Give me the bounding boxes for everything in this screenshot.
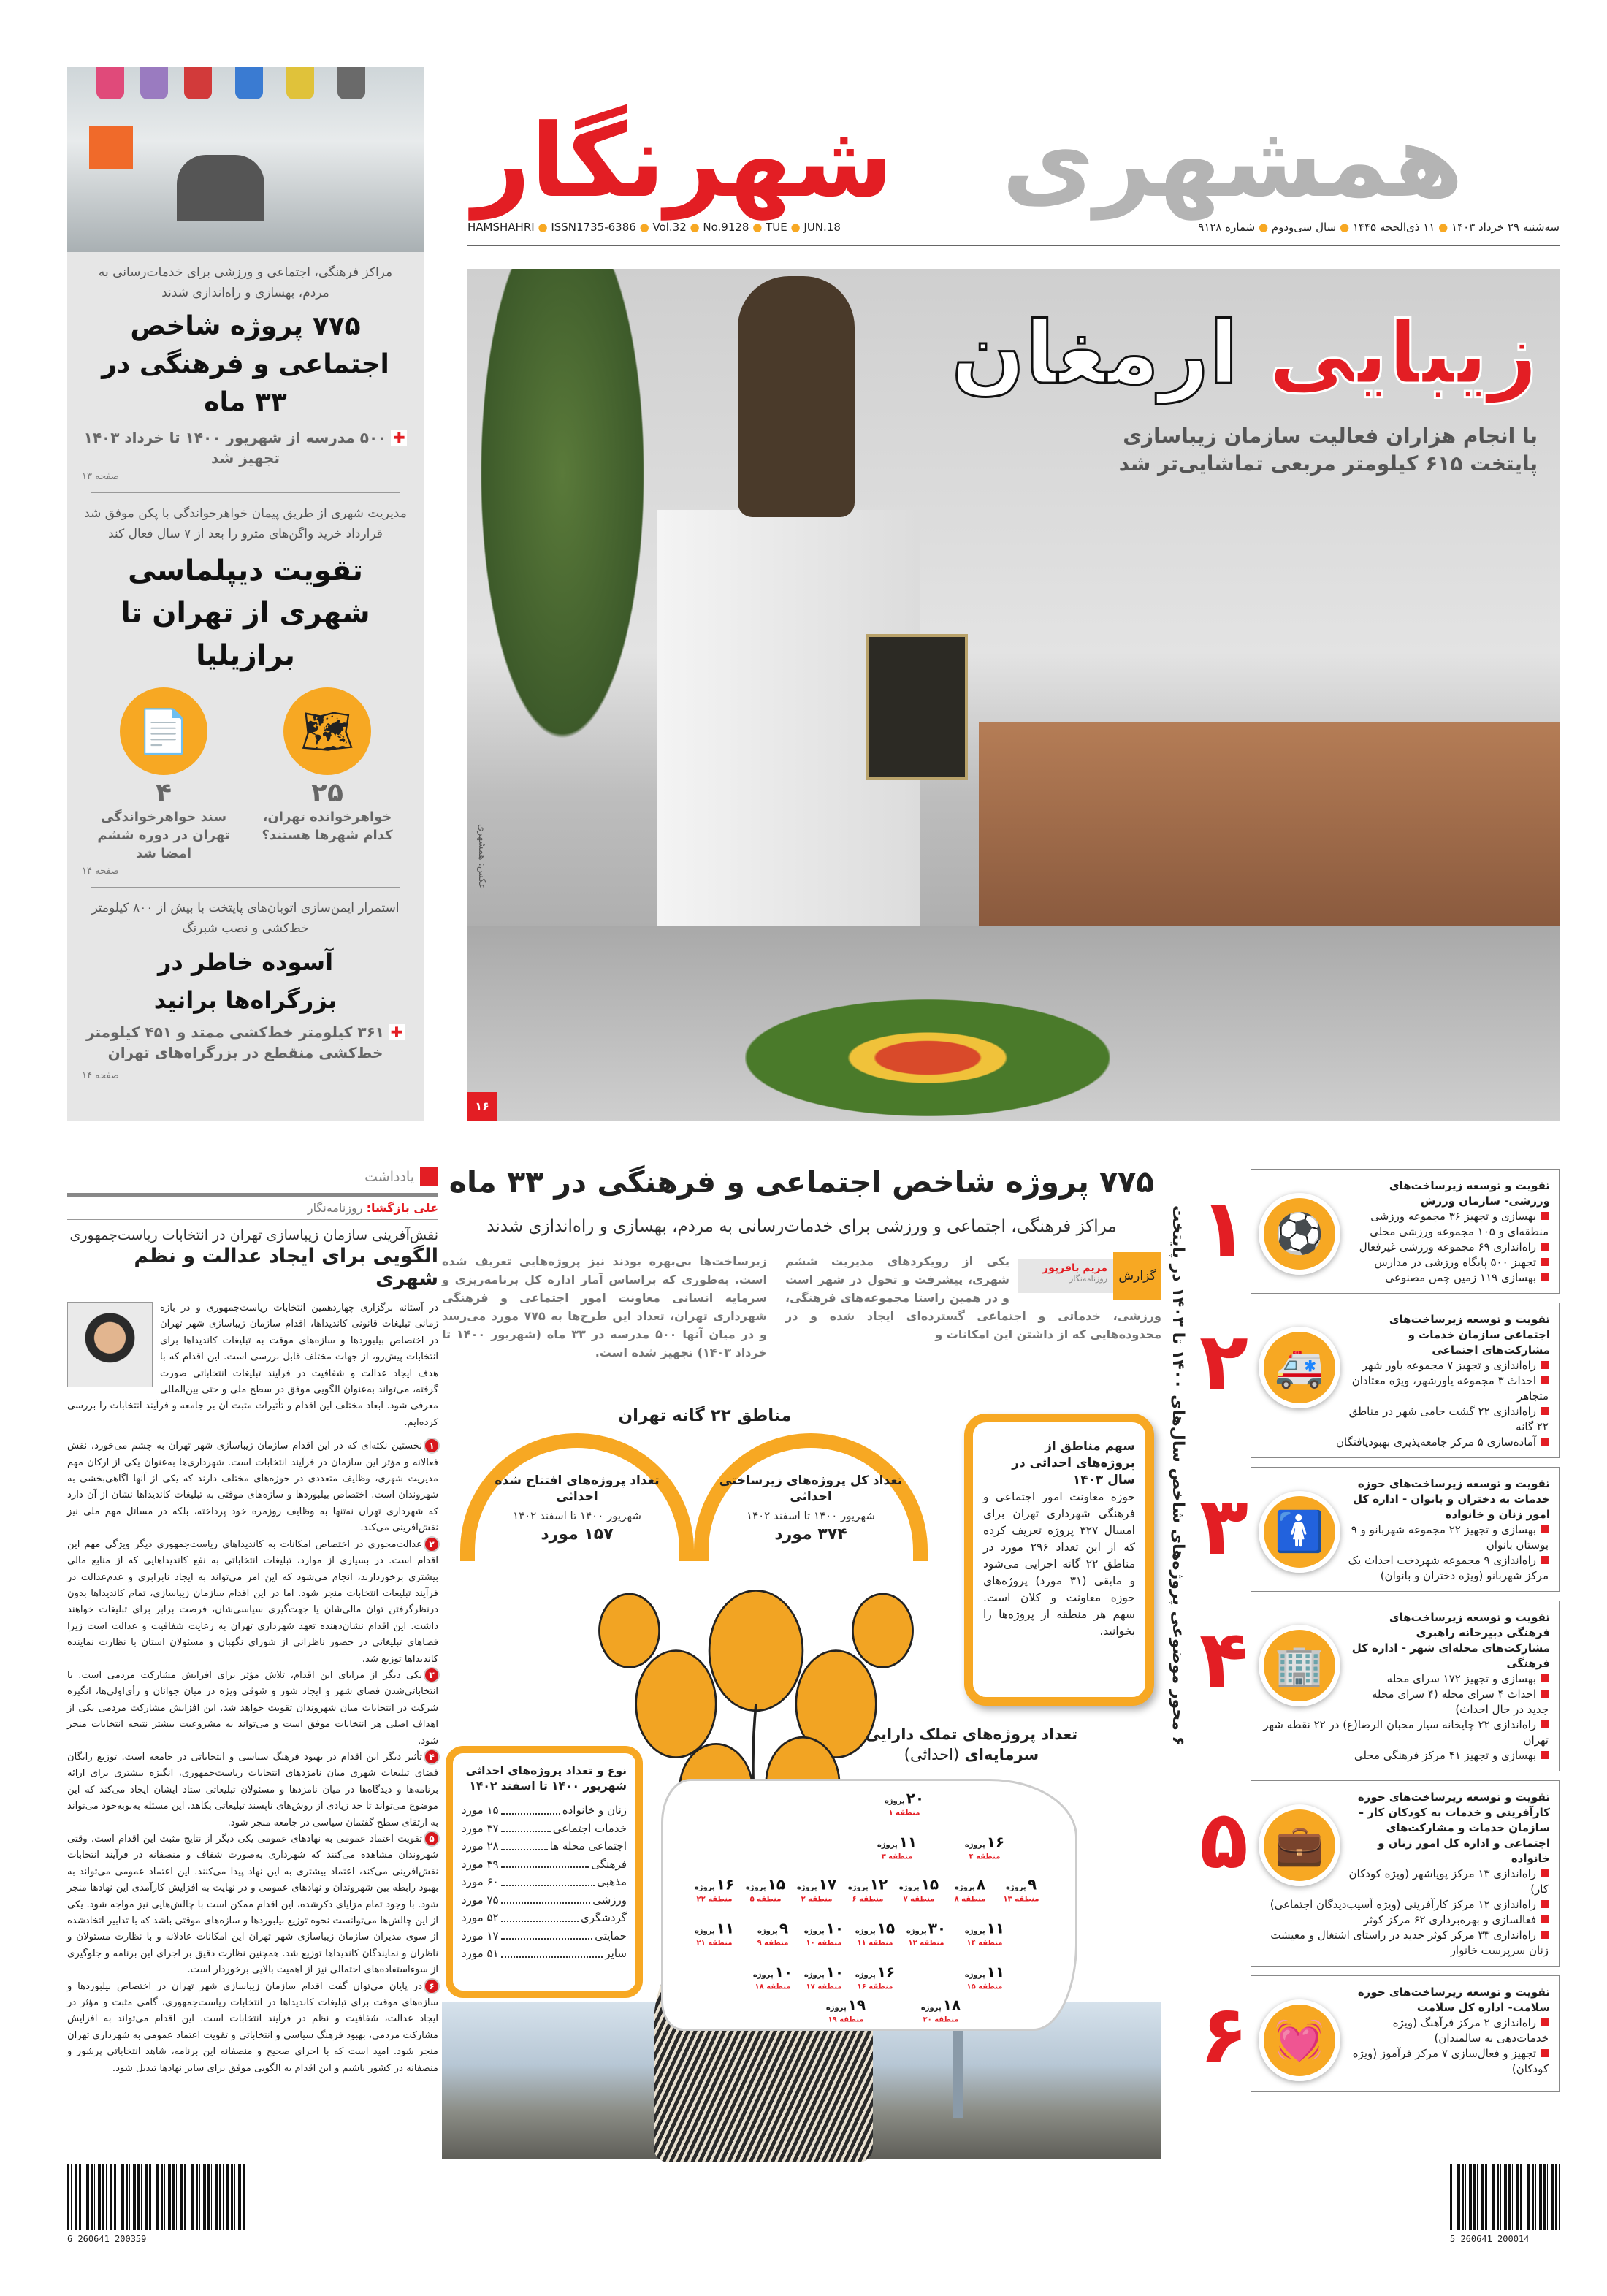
region-count: ۱۵ <box>767 1875 786 1893</box>
leader-dots <box>501 1945 603 1958</box>
map-title <box>851 1724 1092 1765</box>
type-row <box>462 1927 627 1945</box>
type-row <box>462 1820 627 1838</box>
type-value: ۲۸ مورد <box>462 1839 499 1853</box>
ambulance-icon: 🚑 <box>1259 1327 1340 1408</box>
woman-icon: 🚺 <box>1259 1491 1340 1573</box>
region-count: ۱۱ <box>986 1963 1005 1981</box>
axis-number: ۱ <box>1199 1181 1248 1275</box>
arch-value: ۱۵۷ مورد <box>541 1525 614 1544</box>
axis-bullet: راه‌اندازی ۹ مجموعه شهردخت احداث یک مرکز شهربانو (ویژه دختران و بانوان) <box>1259 1553 1550 1584</box>
region-name: منطقه ۲۰ <box>923 2015 959 2024</box>
region-count: ۱۲ <box>869 1875 888 1893</box>
heart-pulse-icon: 💓 <box>1259 1999 1340 2081</box>
editorial-point <box>67 1438 438 1536</box>
region-unit: پروژه <box>694 1927 715 1936</box>
region-count: ۱۱ <box>898 1833 917 1851</box>
axis-box <box>1199 1169 1560 1294</box>
reporter-name: مریم باقرپور <box>1042 1262 1107 1274</box>
type-label: فرهنگی <box>591 1857 627 1871</box>
tehran-regions-map <box>661 1779 1077 2031</box>
regions-share-bubble <box>964 1414 1154 1706</box>
axis-bullet: بهسازی و تجهیز ۱۷۲ سرای محله <box>1259 1671 1550 1687</box>
type-row <box>462 1801 627 1820</box>
region-unit: پروژه <box>804 1927 825 1936</box>
logo-shahrnegar[interactable]: شهرنگار <box>473 102 893 220</box>
map-region-label <box>746 1877 785 1904</box>
point-number-badge: ۳ <box>425 1668 438 1682</box>
region-count: ۹ <box>779 1919 789 1937</box>
region-name: منطقه ۵ <box>749 1895 782 1904</box>
author-name: علی بازگشا: <box>366 1201 438 1215</box>
divider <box>67 1219 438 1220</box>
plus-icon: ✚ <box>391 430 407 446</box>
region-name: منطقه ۸ <box>954 1895 986 1904</box>
saadi-statue <box>738 276 855 517</box>
arch-total-projects <box>694 1433 928 1561</box>
plus-icon: ✚ <box>389 1024 405 1040</box>
leader-dots <box>501 1891 591 1904</box>
tree <box>467 269 657 780</box>
sidebar-photo <box>67 67 424 252</box>
region-name: منطقه ۱۷ <box>806 1983 842 1991</box>
region-name: منطقه ۷ <box>903 1895 935 1904</box>
page-ref[interactable]: صفحه ۱۳ <box>82 471 120 482</box>
map-region-label <box>757 1921 789 1948</box>
axes-vertical-title: ۶ محور موضوعی پروژه‌های شاخص سال‌های ۱۴۰۰ تا ۱۴۰۳ در پایتخت <box>1169 1205 1187 1746</box>
editorial-kicker: نقش‌آفرینی سازمان زیباسازی تهران در انتخابات ریاست‌جمهوری <box>69 1227 438 1243</box>
dateline-english: HAMSHAHRI ● ISSN1735-6386 ● Vol.32 ● No.9128 ● TUE ● JUN.18 <box>467 221 841 234</box>
editorial-point <box>67 1831 438 1979</box>
region-count: ۲۰ <box>906 1789 925 1807</box>
editorial-point <box>67 1750 438 1831</box>
project-types-box <box>446 1746 643 1998</box>
story-headline[interactable]: آسوده خاطر در بزرگراه‌ها برانید <box>153 948 337 1014</box>
region-unit: پروژه <box>964 1841 985 1850</box>
axis-number: ۳ <box>1199 1479 1248 1573</box>
subheadline-line: با انجام هزاران فعالیت سازمان زیباسازی <box>1123 424 1538 448</box>
region-count: ۱۰ <box>825 1919 844 1937</box>
axis-bullet: راه‌اندازی ۶۹ مجموعه ورزشی غیرفعال <box>1259 1240 1550 1255</box>
main-photo[interactable] <box>467 269 1560 1121</box>
map-region-label <box>877 1835 917 1862</box>
axis-bullet: بهسازی و تجهیز ۴۱ مرکز فرهنگی محلی <box>1259 1748 1550 1763</box>
axis-bullet: راه‌اندازی ۱۲ مرکز کارآفرینی (ویژه آسیب‌دیدگان اجتماعی) <box>1259 1897 1550 1912</box>
region-name: منطقه ۶ <box>852 1895 884 1904</box>
editorial-point <box>67 1979 438 2077</box>
leader-dots <box>501 1820 551 1833</box>
region-name: منطقه ۳ <box>881 1853 913 1861</box>
map-region-label <box>1004 1877 1039 1904</box>
region-unit: پروژه <box>752 1971 774 1980</box>
headline-red: زیبایی <box>1268 302 1538 403</box>
region-name: منطقه ۱۵ <box>966 1983 1003 1991</box>
type-label: سایر <box>605 1947 627 1960</box>
reporter-box <box>1018 1259 1113 1293</box>
map-region-label <box>753 1965 793 1992</box>
axes-column <box>1199 1169 1560 2092</box>
arch-period: شهریور ۱۴۰۰ تا اسفند ۱۴۰۲ <box>513 1509 641 1522</box>
divider <box>91 887 400 888</box>
region-count: ۱۷ <box>818 1875 837 1893</box>
types-title: نوع و تعداد پروژه‌های احداثی شهریور ۱۴۰۰ تا اسفند ۱۴۰۲ <box>465 1764 627 1793</box>
axis-title: تقویت و توسعه زیرساخت‌های اجتماعی سازمان خدمات و مشارکت‌های اجتماعی <box>1389 1313 1550 1357</box>
region-name: منطقه ۲ <box>801 1895 833 1904</box>
region-name: منطقه ۱ <box>888 1809 920 1818</box>
saadi-plaque <box>866 634 968 780</box>
map-region-label <box>826 1998 866 2025</box>
axis-title: تقویت و توسعه زیرساخت‌های حوزه خدمات به دختران و بانوان - اداره کل امور زنان و خانواده <box>1352 1477 1550 1521</box>
type-label: خدمات اجتماعی <box>552 1821 627 1835</box>
type-label: مذهبی <box>597 1875 627 1888</box>
paper-name: HAMSHAHRI <box>467 221 535 234</box>
editorial <box>67 1167 438 2077</box>
section-marker-icon <box>420 1167 438 1186</box>
point-text: یکی دیگر از مزایای این اقدام، تلاش مؤثر برای افزایش مشارکت مردمی است. با انتخاباتی‌شدن فضای شهر و ایجاد شور و شوقی ویژه در میان جوانان و رأی‌اولی‌ها، انگیزه شرکت در انتخابات میان شهروندان تقویت خواهد شد. این افزایش مشارکت مردمی یکی از اهداف اصلی هر انتخابات موفق است و می‌تواند به مشروعیت بیشتر نتیجه انتخابات منجر شود. <box>67 1669 438 1747</box>
region-unit: پروژه <box>964 1927 985 1936</box>
region-unit: پروژه <box>898 1883 920 1892</box>
divider <box>467 245 1560 246</box>
author-photo <box>67 1302 153 1387</box>
region-count: ۹ <box>1027 1875 1037 1893</box>
leader-dots <box>501 1837 548 1850</box>
region-unit: پروژه <box>954 1883 975 1892</box>
axis-title: تقویت و توسعه زیرساخت‌های حوزه کارآفرینی و خدمات به کودکان کار – سازمان خدمات و مشارکت‌های اجتماعی و اداره کل امور زنان و خانواده <box>1357 1790 1550 1865</box>
map-title-suffix: (احداثی) <box>904 1746 960 1763</box>
type-label: ورزشی <box>592 1893 627 1907</box>
region-count: ۸ <box>976 1875 986 1893</box>
type-value: ۱۷ مورد <box>462 1929 499 1942</box>
story-kicker: استمرار ایمن‌سازی اتوبان‌های پایتخت با بیش از ۸۰۰ کیلومتر خط‌کشی و نصب شبرنگ <box>91 901 400 936</box>
leader-dots <box>501 1927 593 1940</box>
stat-sister-cities <box>254 687 400 863</box>
infographic <box>442 1162 1161 2162</box>
story-sub: ۵۰۰ مدرسه از شهریور ۱۴۰۰ تا خرداد ۱۴۰۳ تجهیز شد <box>83 429 387 467</box>
leader-dots <box>501 1856 589 1869</box>
map-region-label <box>695 1877 734 1904</box>
point-number-badge: ۴ <box>425 1750 438 1763</box>
axis-bullet: راه‌اندازی ۳۳ مرکز کوثر جدید در راستای اشتغال و معیشت زنان سرپرست خانوار <box>1259 1928 1550 1959</box>
logo-hamshahri[interactable]: همشهری <box>1001 102 1464 220</box>
type-row <box>462 1856 627 1874</box>
axis-bullet: احداث ۳ مجموعه یاورشهر، ویژه معتادان متجاهر <box>1259 1373 1550 1404</box>
point-number-badge: ۲ <box>425 1538 438 1551</box>
axis-box <box>1199 1467 1560 1592</box>
barcode-number: 5 260641 200014 <box>1450 2234 1530 2244</box>
map-region-label <box>965 1965 1004 1992</box>
type-row <box>462 1909 627 1927</box>
region-count: ۱۸ <box>942 1996 961 2014</box>
briefcase-hand-icon: 💼 <box>1259 1804 1340 1886</box>
reporter-role: روزنامه‌نگار <box>1069 1274 1107 1284</box>
buildings <box>979 722 1560 926</box>
barcode-right <box>1450 2164 1560 2230</box>
map-region-label <box>965 1835 1004 1862</box>
axis-number: ۶ <box>1199 1988 1248 2081</box>
weekday: TUE <box>766 221 787 234</box>
football-field-icon: ⚽ <box>1259 1193 1340 1275</box>
region-count: ۱۶ <box>716 1875 735 1893</box>
divider <box>67 1193 438 1197</box>
map-region-label <box>955 1877 986 1904</box>
map-region-label <box>921 1998 961 2025</box>
region-count: ۱۶ <box>877 1963 896 1981</box>
region-name: منطقه ۱۹ <box>828 2015 864 2024</box>
map-region-label <box>899 1877 939 1904</box>
date: JUN.18 <box>804 221 841 234</box>
date-solar: سه‌شنبه ۲۹ خرداد ۱۴۰۳ <box>1451 221 1560 234</box>
page-ref[interactable]: صفحه ۱۴ <box>82 1070 120 1081</box>
axis-box <box>1199 1601 1560 1771</box>
type-value: ۳۹ مورد <box>462 1857 499 1871</box>
type-label: گردشگری <box>581 1911 627 1924</box>
region-name: منطقه ۱۸ <box>755 1983 791 1991</box>
stat-documents <box>91 687 237 863</box>
region-name: منطقه ۱۴ <box>966 1939 1003 1948</box>
axis-bullet: بهسازی ۱۱۹ زمین چمن مصنوعی <box>1259 1270 1550 1286</box>
story-highways[interactable] <box>82 898 409 1081</box>
axis-bullet: راه‌اندازی ۲ مرکز فرآهنگ (ویژه خدمات‌دهی به سالمندان) <box>1259 2015 1550 2046</box>
world-map-icon: 🗺 <box>283 687 371 775</box>
region-unit: پروژه <box>757 1927 778 1936</box>
editorial-point <box>67 1537 438 1668</box>
stat-value: ۴ <box>156 778 172 808</box>
map-region-label <box>695 1921 734 1948</box>
region-unit: پروژه <box>855 1971 876 1980</box>
point-number-badge: ۶ <box>425 1980 438 1993</box>
axis-box <box>1199 1780 1560 1967</box>
main-subheadline <box>1119 422 1538 478</box>
infographic-subtitle: مراکز فرهنگی، اجتماعی و ورزشی برای خدمات‌رسانی به مردم، بهسازی و راه‌اندازی شدند <box>486 1217 1117 1236</box>
dateline-persian: سه‌شنبه ۲۹ خرداد ۱۴۰۳ ● ۱۱ ذی‌الحجه ۱۴۴۵ ● سال سی‌ودوم ● شماره ۹۱۲۸ <box>1198 221 1560 234</box>
region-name: منطقه ۴ <box>969 1853 1001 1861</box>
subheadline-line: پایتخت ۶۱۵ کیلومتر مربعی تماشایی‌تر شد <box>1118 451 1538 476</box>
point-number-badge: ۵ <box>425 1832 438 1845</box>
axis-bullet: بهسازی و تجهیز ۲۲ مجموعه شهربانو و ۹ بوستان بانوان <box>1259 1522 1550 1553</box>
region-count: ۱۰ <box>825 1963 844 1981</box>
point-number-badge: ۱ <box>425 1439 438 1452</box>
point-text: تقویت اعتماد عمومی به نهادهای عمومی یکی دیگر از نتایج مثبت این اقدام است. وقتی شهروندان مشاهده می‌کنند که شهرداری به‌صورت شفاف و منصفانه در فرآیند انتخابات نقش‌آفرینی می‌کند، اعتماد بیشتری به این نهاد پیدا می‌کنند. این اعتماد عمومی می‌تواند به بهبود رابطه بین شهروندان و نهادهای عمومی و در نهایت به افزایش کارآمدی این نهادها منجر شود. با وجود تمام مزایای ذکرشده، این اقدام ممکن است با چالش‌هایی نیز مواجه شود. یکی از این چالش‌ها می‌توانست نحوه توزیع بیلبوردها و سازه‌های موقتی باشد که با تدابیر اتخاذشده از سوی مدیران سازمان زیباسازی شهر تهران این امکانات عادلانه و با نظارت مسئولان و ناظران و نمایندگان کاندیداها توزیع شد. همچنین نظارت دقیق بر اجرای این برنامه و جلوگیری از سوءاستفاده‌های احتمالی نیز از اهمیت بالایی برخوردار است. <box>67 1834 438 1976</box>
region-unit: پروژه <box>920 2004 942 2013</box>
type-value: ۱۵ مورد <box>462 1804 499 1817</box>
region-unit: پروژه <box>877 1841 898 1850</box>
type-row <box>462 1837 627 1856</box>
arch-opened-projects <box>460 1433 694 1561</box>
issue-number: شماره ۹۱۲۸ <box>1198 221 1256 234</box>
arch-title: تعداد کل پروژه‌های زیرساختی احداثی <box>719 1473 903 1504</box>
arch-period: شهریور ۱۴۰۰ تا اسفند ۱۴۰۲ <box>747 1509 875 1522</box>
editorial-point <box>67 1668 438 1750</box>
point-text: تأثیر دیگر این اقدام در بهبود فرهنگ سیاسی و انتخاباتی در جامعه است. توزیع رایگان فضای تبلیغات شهری میان نامزدهای انتخابات ریاست‌جمهوری، انگیزه بیشتری برای ارائه برنامه‌ها و دیدگاه‌ها در میان نامزدها و مسئولان تبلیغاتی ستاد ایشان ایجاد می‌کند که این موضوع می‌تواند تا حد زیادی از روش‌های ناپسند تبلیغاتی بکاهد. این مسئله به‌نوبه‌خود می‌تواند به ارتقای سطح گفتمان سیاسی در جامعه منجر شود. <box>67 1751 438 1828</box>
editorial-body <box>67 1300 438 2077</box>
map-region-label <box>804 1965 844 1992</box>
region-name: منطقه ۲۱ <box>696 1939 733 1948</box>
leader-dots <box>501 1801 560 1815</box>
region-count: ۱۱ <box>716 1919 735 1937</box>
divider <box>91 492 400 493</box>
region-name: منطقه ۱۶ <box>857 1983 893 1991</box>
stat-label: خواهرخوانده تهران، کدام شهرها هستند؟ <box>262 809 393 843</box>
axis-box <box>1199 1975 1560 2092</box>
report-label <box>1018 1252 1161 1300</box>
region-unit: پروژه <box>804 1971 825 1980</box>
section-label: یادداشت <box>364 1168 414 1185</box>
axis-title: تقویت و توسعه زیرساخت‌های حوزه سلامت- اداره کل سلامت <box>1357 1986 1550 2014</box>
region-name: منطقه ۲۲ <box>696 1895 733 1904</box>
axis-bullet: راه‌اندازی ۲۲ چایخانه سیار محبان الرضا(ع) در ۲۲ نقطه شهر تهران <box>1259 1717 1550 1748</box>
story-sub: ۳۶۱ کیلومتر خط‌کشی ممتد و ۴۵۱ کیلومتر خط‌کشی منقطع در بزرگراه‌های تهران <box>86 1023 384 1061</box>
region-unit: پروژه <box>884 1797 905 1806</box>
stamped-document-icon: 📄 <box>120 687 207 775</box>
region-unit: پروژه <box>745 1883 766 1892</box>
region-name: منطقه ۹ <box>757 1939 789 1948</box>
issue-number: No.9128 <box>703 221 749 234</box>
map-region-label <box>804 1921 844 1948</box>
type-row <box>462 1945 627 1963</box>
region-unit: پروژه <box>694 1883 715 1892</box>
intro-text-right: یکی از رویکردهای مدیریت ششم شهری، پیشرفت و تحول در شهر است و در همین راستا مجموعه‌های فرهنگی، ورزشی، خدماتی و اجتماعی گسترده‌ای ایجاد شده و در محدوده‌هایی که از داشتن این امکانات و <box>785 1254 1161 1341</box>
story-headline[interactable]: ۷۷۵ پروژه شاخص اجتماعی و فرهنگی در ۳۳ ماه <box>102 311 389 417</box>
axis-bullet: راه‌اندازی ۲۲ گشت حامی شهر در مناطق ۲۲ گانه <box>1259 1404 1550 1435</box>
map-region-label <box>848 1877 888 1904</box>
axis-bullet: آماده‌سازی ۵ مرکز جامعه‌پذیری بهبودیافتگان <box>1259 1435 1550 1450</box>
axis-bullet: تجهیز ۵۰۰ پایگاه ورزشی در مدارس <box>1259 1255 1550 1270</box>
story-diplomacy[interactable] <box>82 503 409 877</box>
map-region-label <box>855 1965 895 1992</box>
map-region-label <box>885 1791 924 1818</box>
type-row <box>462 1873 627 1891</box>
region-count: ۱۰ <box>774 1963 793 1981</box>
type-label: اجتماعی محله ها <box>549 1839 627 1853</box>
leader-dots <box>501 1873 595 1886</box>
main-headline[interactable] <box>951 298 1538 408</box>
stat-label: سند خواهرخواندگی تهران در دوره ششم امضا شد <box>97 809 230 861</box>
story-kicker: مدیریت شهری از طریق پیمان خواهرخواندگی با پکن موفق شد قرارداد خرید واگن‌های مترو را بعد از ۷ سال فعال کند <box>84 506 407 541</box>
axis-box <box>1199 1303 1560 1458</box>
intro-text-left: زیرساخت‌ها بی‌بهره بودند نیز پروژه‌هایی تعریف شده است. به‌طوری که براساس آمار اداره کل برنامه‌ریزی و سرمایه انسانی معاونت امور اجتماعی و فرهنگی شهرداری تهران، تعداد این طرح‌ها به ۷۷۵ مورد می‌رسد و در میان آنها ۵۰۰ مدرسه در ۳۳ ماه (شهریور ۱۴۰۰ تا خرداد ۱۴۰۳) تجهیز شده است. <box>442 1254 768 1359</box>
map-region-label <box>797 1877 836 1904</box>
arch-value: ۳۷۴ مورد <box>774 1525 847 1544</box>
sidebar <box>67 67 424 1121</box>
regions-title: مناطق ۲۲ گانه تهران <box>618 1406 792 1425</box>
region-unit: پروژه <box>1005 1883 1026 1892</box>
stat-value: ۲۵ <box>311 778 343 808</box>
region-unit: پروژه <box>964 1971 985 1980</box>
axis-bullet: احداث ۴ سرای محله (۴ سرای محله جدید در حال احداث) <box>1259 1687 1550 1717</box>
region-name: منطقه ۱۰ <box>806 1939 842 1948</box>
map-region-label <box>906 1921 946 1948</box>
arch-title: تعداد پروژه‌های افتتاح شده احداثی <box>495 1473 660 1504</box>
type-value: ۶۰ مورد <box>462 1875 499 1888</box>
axis-bullet: فعالسازی و بهره‌برداری ۶۲ مرکز کوثر <box>1259 1912 1550 1928</box>
region-name: منطقه ۱۳ <box>1003 1895 1039 1904</box>
axis-number: ۴ <box>1199 1613 1248 1706</box>
axis-bullet: راه‌اندازی و تجهیز ۷ مجموعه یاور شهر <box>1259 1358 1550 1373</box>
type-value: ۵۱ مورد <box>462 1947 499 1960</box>
flower-bed <box>745 999 1110 1116</box>
region-count: ۱۵ <box>920 1875 939 1893</box>
type-row <box>462 1891 627 1910</box>
type-value: ۵۲ مورد <box>462 1911 499 1924</box>
bubble-body: حوزه معاونت امور اجتماعی و فرهنگی شهرداری تهران برای امسال ۳۲۷ پروژه تعریف کرده که از این تعداد ۲۹۶ مورد در مناطق ۲۲ گانه اجرایی می‌شود و مابقی (۳۱ مورد) پروژه‌های حوزه معاونت و کلان است. سهم هر منطقه از پروژه‌ها را بخوانید. <box>983 1490 1135 1638</box>
type-label: زنان و خانواده <box>562 1804 627 1817</box>
map-region-label <box>855 1921 895 1948</box>
axis-title: تقویت و توسعه زیرساخت‌های ورزشی- سازمان ورزش <box>1389 1179 1550 1208</box>
axis-title: تقویت و توسعه زیرساخت‌های فرهنگی دبیرخانه راهبری مشارکت‌های محله‌ای شهر - اداره کل فرهنگی <box>1351 1611 1550 1670</box>
editorial-intro: در آستانه برگزاری چهاردهمین انتخابات ریاست‌جمهوری و در بازه زمانی تبلیغات قانونی کاندیداها، اقدام سازمان زیباسازی شهر تهران در اختصاص بیلبوردها و سازه‌های موقت به تبلیغات کاندیداها برای انتخابات پیش‌رو، از جهات مختلف قابل بررسی است. این اقدام که با هدف ایجاد عدالت و شفافیت در فرآیند تبلیغات انتخاباتی صورت گرفته، می‌تواند به‌عنوان الگویی موفق در سطح ملی و حتی بین‌المللی معرفی شود. ابعاد مختلف این اقدام و تأثیرات مثبت آن بر جامعه و فرآیند انتخابات را بررسی کرده‌ایم. <box>67 1303 438 1428</box>
leader-dots <box>501 1909 579 1922</box>
year-of-publication: سال سی‌ودوم <box>1271 221 1337 234</box>
story-headline[interactable]: تقویت دیپلماسی شهری از تهران تا برازیلیا <box>121 554 370 672</box>
type-label: حمایتی <box>595 1929 627 1942</box>
bubble-title: سهم مناطق از پروژه‌های احداثی در سال ۱۴۰۳ <box>1012 1439 1135 1487</box>
page-number[interactable]: ۱۶ <box>467 1092 497 1121</box>
photo-credit: عکس: همشهری <box>476 824 487 890</box>
volume: Vol.32 <box>652 221 687 234</box>
region-count: ۱۹ <box>847 1996 866 2014</box>
region-count: ۱۵ <box>877 1919 896 1937</box>
region-unit: پروژه <box>796 1883 817 1892</box>
story-projects[interactable] <box>82 262 409 482</box>
point-text: در پایان می‌توان گفت اقدام سازمان زیباسازی شهر تهران در اختصاص بیلبوردها و سازه‌های موقت برای تبلیغات کاندیداها در انتخابات ریاست‌جمهوری، گامی مثبت و مؤثر در ایجاد عدالت، شفافیت و نظم در فرآیند انتخابات است. این اقدام می‌تواند به افزایش مشارکت مردمی، بهبود فرهنگ سیاسی و انتخاباتی و تقویت اعتماد عمومی به شهرداری تهران منجر شود. امید است که با اجرای صحیح و منصفانه این برنامه، شاهد انتخاباتی پرشور و منصفانه در کشور باشیم و این اقدام به الگویی موفق برای سایر نهادها تبدیل شود. <box>67 1980 438 2074</box>
region-name: منطقه ۱۲ <box>908 1939 944 1948</box>
headline-white: ارمغان <box>951 302 1239 403</box>
author-role: روزنامه‌نگار <box>307 1201 363 1215</box>
map-region-label <box>965 1921 1004 1948</box>
region-count: ۳۰ <box>928 1919 947 1937</box>
region-count: ۱۶ <box>986 1833 1005 1851</box>
region-unit: پروژه <box>825 2004 847 2013</box>
report-tag: گزارش <box>1113 1252 1161 1300</box>
axis-number: ۲ <box>1199 1315 1248 1408</box>
region-count: ۱۱ <box>986 1919 1005 1937</box>
issn: ISSN1735-6386 <box>551 221 636 234</box>
type-value: ۷۵ مورد <box>462 1893 499 1907</box>
date-lunar: ۱۱ ذی‌الحجه ۱۴۴۵ <box>1352 221 1435 234</box>
axis-bullet: بهسازی و تجهیز ۳۶ مجموعه ورزشی منطقه‌ای و ۱۰۵ مجموعه ورزشی محلی <box>1259 1209 1550 1240</box>
region-unit: پروژه <box>906 1927 927 1936</box>
story-kicker: مراکز فرهنگی، اجتماعی و ورزشی برای خدمات‌رسانی به مردم، بهسازی و راه‌اندازی شدند <box>98 265 393 300</box>
barcode-left <box>67 2164 246 2230</box>
region-name: منطقه ۱۱ <box>857 1939 893 1948</box>
infographic-title[interactable]: ۷۷۵ پروژه شاخص اجتماعی و فرهنگی در ۳۳ ماه <box>448 1164 1155 1200</box>
region-unit: پروژه <box>847 1883 869 1892</box>
map-title-text: تعداد پروژه‌های تملک دارایی سرمایه‌ای <box>865 1725 1078 1763</box>
page-ref[interactable]: صفحه ۱۴ <box>82 866 120 877</box>
axis-number: ۵ <box>1199 1793 1248 1886</box>
point-text: نخستین نکته‌ای که در این اقدام سازمان زیباسازی شهر تهران به چشم می‌خورد، نقش فعالانه و مؤثر این سازمان در فرآیند انتخابات است. شهرداری‌ها به‌عنوان یکی از ارکان مهم مدیریت شهری، وظایف متعددی در حوزه‌های مختلف دارند که یکی از آنها آگاهی‌بخشی به شهروندان است. اختصاص بیلبوردها و سازه‌های موقتی به تبلیغات کاندیداها نشان از آن دارد که شهرداری تهران نه‌تنها به وظایف روزمره خود پرداخته، بلکه در مسائل مهم ملی نیز نقش‌آفرینی می‌کند. <box>67 1441 438 1534</box>
building-icon: 🏢 <box>1259 1625 1340 1706</box>
barcode-number: 6 260641 200359 <box>67 2234 147 2244</box>
region-unit: پروژه <box>855 1927 876 1936</box>
type-value: ۳۷ مورد <box>462 1821 499 1835</box>
axis-bullet: تجهیز و فعال‌سازی ۷ مرکز فرآموز (ویژه کودکان) <box>1259 2046 1550 2077</box>
axis-bullet: راه‌اندازی ۱۳ مرکز پویاشهر (ویژه کودکان کار) <box>1259 1866 1550 1897</box>
point-text: عدالت‌محوری در اختصاص امکانات به کاندیداهای ریاست‌جمهوری دیگر ویژگی مهم این اقدام است. در بسیاری از موارد، تبلیغات انتخاباتی به نفع کاندیداهایی که از منابع مالی بیشتری برخوردارند، انجام می‌شود که این امر می‌تواند به ایجاد نابرابری و عدم‌عدالت در فرآیند تبلیغات انتخابات منجر شود. اما در این اقدام سازمان زیباسازی، تمام کاندیداها بدون درنظرگرفتن توان مالی‌شان یا جهت‌گیری سیاسی‌شان، فرصت برابر برای تبلیغات خواهند داشت. این اقدام نشان‌دهنده تعهد شهرداری تهران به رعایت شفافیت و عدالت است زیرا فضاهای تبلیغاتی در حضور ناظرانی از شورای نگهبان و مسئولان استان با نظارت نماینده کاندیداها توزیع شد. <box>67 1538 438 1665</box>
editorial-title[interactable]: الگویی برای ایجاد عدالت و نظم شهری <box>134 1245 438 1290</box>
